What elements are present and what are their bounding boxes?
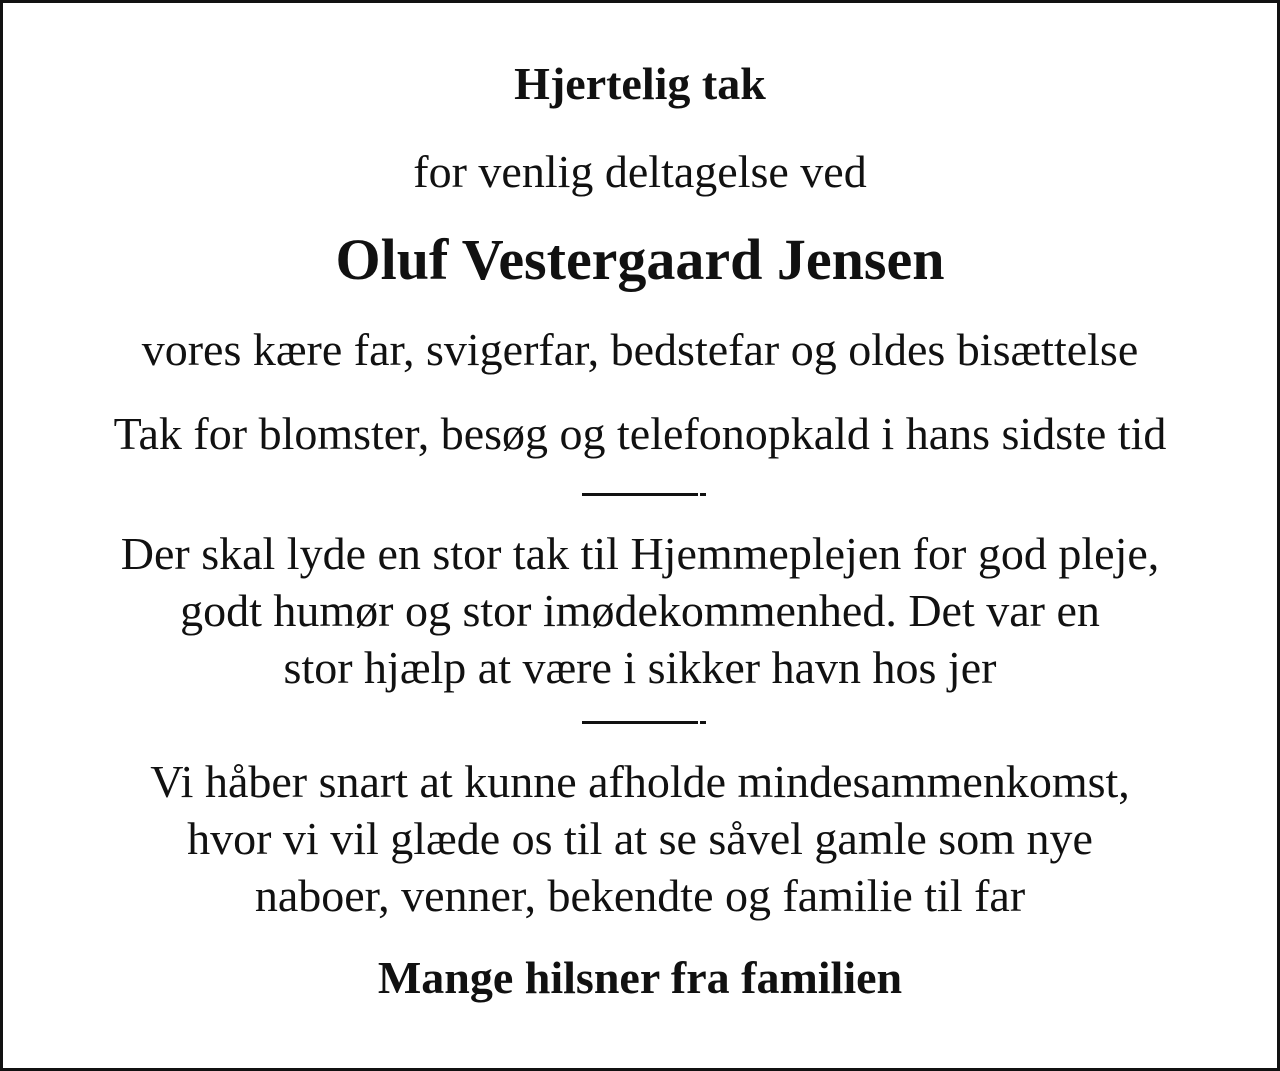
separator-dash: [582, 721, 698, 724]
deceased-name: Oluf Vestergaard Jensen: [335, 227, 945, 292]
paragraph-line: godt humør og stor imødekommenhed. Det var en: [180, 585, 1100, 636]
notice-heading: Hjertelig tak: [514, 58, 766, 109]
thanks-line: Tak for blomster, besøg og telefonopkald i hans sidste tid: [113, 408, 1167, 459]
paragraph-line: Vi håber snart at kunne afholde mindesammenkomst,: [150, 756, 1130, 807]
home-care-paragraph: [3, 525, 1277, 696]
memorial-paragraph: [3, 753, 1277, 924]
notice-intro: for venlig deltagelse ved: [413, 146, 867, 197]
closing-signature: Mange hilsner fra familien: [377, 952, 903, 1003]
separator-dash: [582, 493, 698, 496]
paragraph-line: stor hjælp at være i sikker havn hos jer: [283, 642, 997, 693]
paragraph-line: hvor vi vil glæde os til at se såvel gamle som nye: [187, 813, 1093, 864]
relation-line: vores kære far, svigerfar, bedstefar og oldes bisættelse: [141, 324, 1139, 375]
paragraph-line: Der skal lyde en stor tak til Hjemmeplejen for god pleje,: [120, 528, 1160, 579]
paragraph-line: naboer, venner, bekendte og familie til far: [254, 870, 1026, 921]
